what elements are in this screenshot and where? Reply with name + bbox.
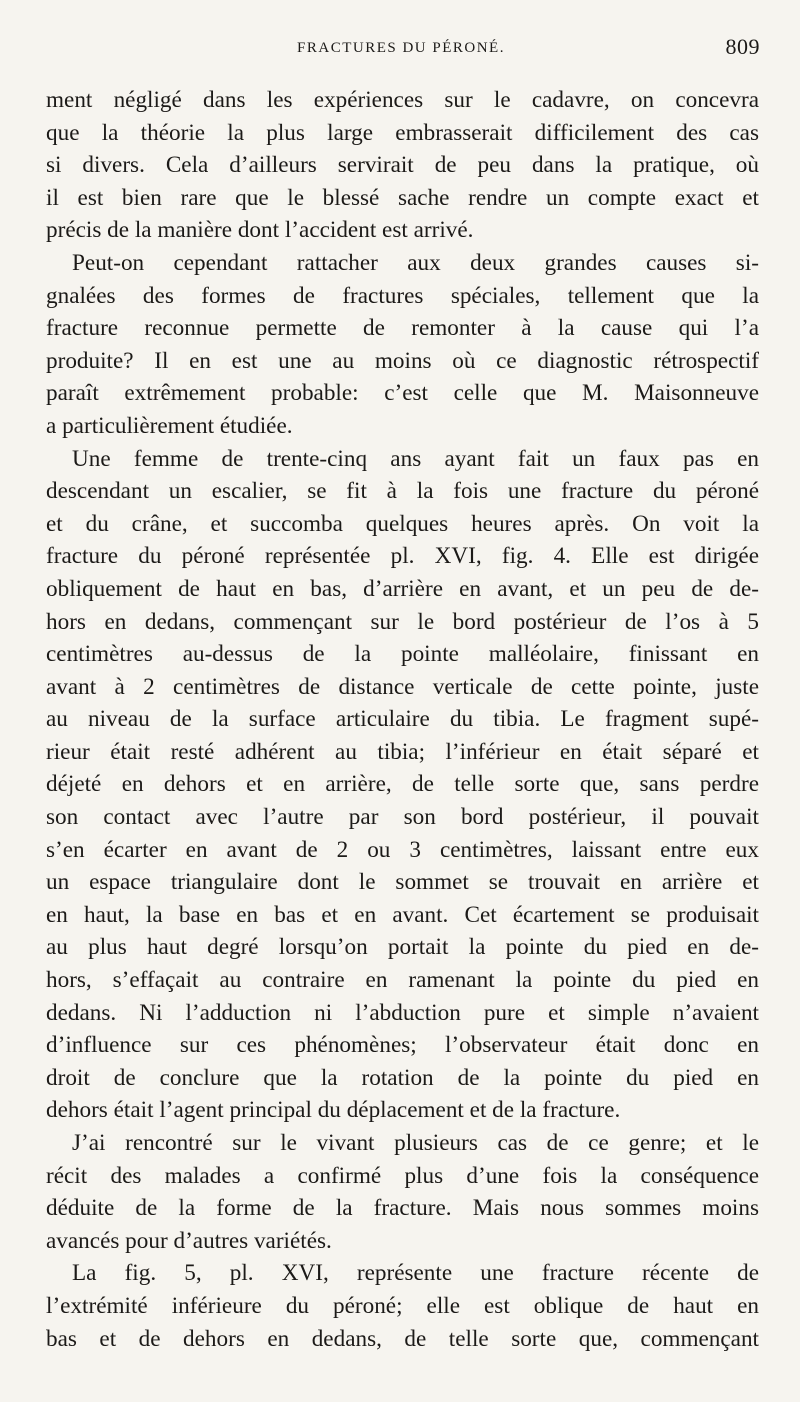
text-line: fracture reconnue permette de remonter à la cause qui l’a — [46, 315, 759, 342]
text-line: dedans. Ni l’adduction ni l’abduction pure et simple n’avaient — [46, 999, 759, 1026]
text-line: d’influence sur ces phénomènes; l’observateur était donc en — [46, 1032, 759, 1059]
text-line: J’ai rencontré sur le vivant plusieurs cas de ce genre; et le — [72, 1130, 759, 1156]
text-line: gnalées des formes de fractures spéciales, tellement que la — [46, 282, 759, 309]
text-line: descendant un escalier, se fit à la fois une fracture du péroné — [46, 478, 759, 505]
running-title: FRACTURES DU PÉRONÉ. — [297, 40, 505, 56]
text-line: récit des malades a confirmé plus d’une fois la conséquence — [46, 1162, 759, 1189]
text-line: La fig. 5, pl. XVI, représente une fracture récente de — [72, 1260, 759, 1287]
text-line: bas et de dehors en dedans, de telle sorte que, commençant — [46, 1325, 759, 1352]
text-line: hors, s’effaçait au contraire en ramenant la pointe du pied en — [46, 967, 759, 994]
text-line: fracture du péroné représentée pl. XVI, fig. 4. Elle est dirigée — [46, 543, 759, 570]
text-line: Une femme de trente-cinq ans ayant fait un faux pas en — [72, 445, 759, 472]
text-line: son contact avec l’autre par son bord postérieur, il pouvait — [46, 804, 759, 831]
text-line: un espace triangulaire dont le sommet se trouvait en arrière et — [46, 869, 759, 896]
text-line: hors en dedans, commençant sur le bord postérieur de l’os à 5 — [46, 608, 759, 635]
text-line: en haut, la base en bas et en avant. Cet écartement se produisait — [46, 901, 759, 928]
text-line: au niveau de la surface articulaire du tibia. Le fragment supé- — [46, 706, 759, 733]
text-line: dehors était l’agent principal du déplacement et de la fracture. — [46, 1097, 621, 1124]
text-line: l’extrémité inférieure du péroné; elle est oblique de haut en — [46, 1292, 759, 1319]
text-line: déjeté en dehors et en arrière, de telle sorte que, sans perdre — [46, 771, 759, 798]
text-line: centimètres au-dessus de la pointe malléolaire, finissant en — [46, 641, 759, 668]
text-line: il est bien rare que le blessé sache rendre un compte exact et — [46, 184, 759, 211]
text-line: s’en écarter en avant de 2 ou 3 centimètres, laissant entre eux — [46, 836, 759, 863]
text-line: au plus haut degré lorsqu’on portait la pointe du pied en de- — [46, 934, 759, 961]
text-line: avant à 2 centimètres de distance verticale de cette pointe, juste — [46, 673, 759, 700]
running-head — [40, 34, 762, 64]
text-line: déduite de la forme de la fracture. Mais nous sommes moins — [46, 1195, 759, 1222]
text-line: rieur était resté adhérent au tibia; l’inférieur en était séparé et — [46, 738, 759, 765]
text-line: et du crâne, et succomba quelques heures après. On voit la — [46, 510, 759, 537]
text-line: que la théorie la plus large embrasserait difficilement des cas — [46, 119, 759, 146]
text-line: précis de la manière dont l’accident est arrivé. — [46, 217, 474, 244]
text-line: droit de conclure que la rotation de la pointe du pied en — [46, 1064, 759, 1091]
text-line: produite? Il en est une au moins où ce diagnostic rétrospectif — [46, 347, 759, 374]
body-text — [46, 84, 759, 1355]
text-line: si divers. Cela d’ailleurs servirait de peu dans la pratique, où — [46, 152, 759, 179]
text-line: paraît extrêmement probable: c’est celle que M. Maisonneuve — [46, 380, 759, 407]
text-line: a particulièrement étudiée. — [46, 412, 293, 439]
text-line: avancés pour d’autres variétés. — [46, 1227, 332, 1254]
text-line: obliquement de haut en bas, d’arrière en avant, et un peu de de- — [46, 575, 759, 602]
text-line: Peut-on cependant rattacher aux deux grandes causes si- — [72, 249, 759, 276]
text-line: ment négligé dans les expériences sur le cadavre, on concevra — [46, 87, 759, 113]
page-number: 809 — [725, 34, 760, 59]
